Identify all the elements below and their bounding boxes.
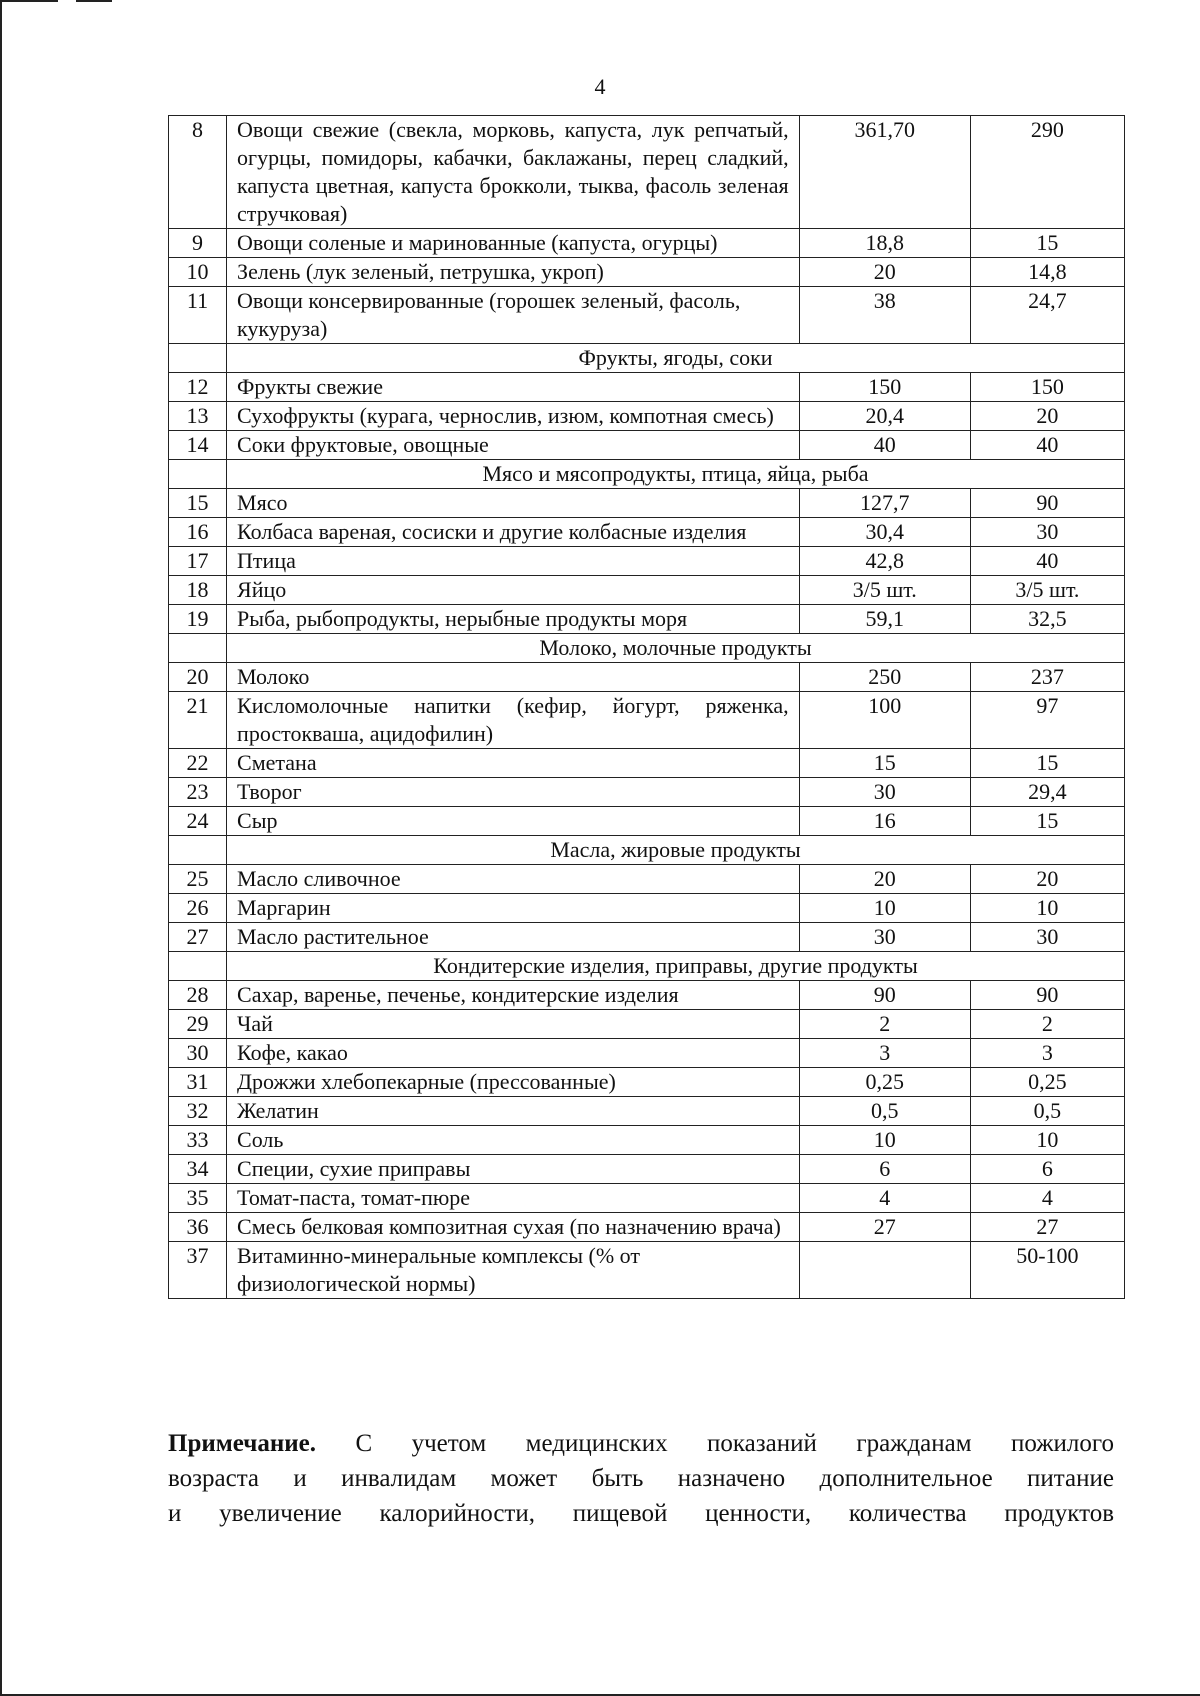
table-row (169, 894, 1125, 923)
table-row (169, 1126, 1125, 1155)
norm-value-1-cell: 10 (799, 1126, 970, 1155)
norm-value-1-cell: 0,25 (799, 1068, 970, 1097)
norm-value-1-cell: 38 (799, 287, 970, 344)
row-number-cell: 21 (169, 692, 227, 749)
norm-value-2-cell: 30 (970, 518, 1124, 547)
section-title: Молоко, молочные продукты (227, 634, 1125, 663)
norm-value-2-cell: 40 (970, 547, 1124, 576)
norm-value-1-cell: 3 (799, 1039, 970, 1068)
section-number-cell (169, 952, 227, 981)
norm-value-2-cell: 0,5 (970, 1097, 1124, 1126)
norm-value-2-cell: 4 (970, 1184, 1124, 1213)
row-number-cell: 36 (169, 1213, 227, 1242)
table-row (169, 692, 1125, 749)
norm-value-2-cell: 3/5 шт. (970, 576, 1124, 605)
product-name-cell: Сахар, варенье, печенье, кондитерские изделия (227, 981, 800, 1010)
section-title: Фрукты, ягоды, соки (227, 344, 1125, 373)
row-number-cell: 10 (169, 258, 227, 287)
product-name-cell: Фрукты свежие (227, 373, 800, 402)
section-header-row (169, 634, 1125, 663)
norm-value-1-cell: 15 (799, 749, 970, 778)
product-name-cell: Мясо (227, 489, 800, 518)
table-row (169, 605, 1125, 634)
norm-value-1-cell: 4 (799, 1184, 970, 1213)
table-body (169, 116, 1125, 1299)
product-name-cell: Соки фруктовые, овощные (227, 431, 800, 460)
table-row (169, 1213, 1125, 1242)
section-header-row (169, 344, 1125, 373)
product-name-cell: Специи, сухие приправы (227, 1155, 800, 1184)
norm-value-1-cell: 3/5 шт. (799, 576, 970, 605)
table-row (169, 749, 1125, 778)
norm-value-2-cell: 90 (970, 981, 1124, 1010)
table-row (169, 1097, 1125, 1126)
table-row (169, 287, 1125, 344)
product-name-cell: Рыба, рыбопродукты, нерыбные продукты моря (227, 605, 800, 634)
note-text: С учетом медицинских показаний гражданам пожилого (355, 1430, 1115, 1457)
norm-value-1-cell (799, 1242, 970, 1299)
row-number-cell: 25 (169, 865, 227, 894)
row-number-cell: 14 (169, 431, 227, 460)
row-number-cell: 16 (169, 518, 227, 547)
norm-value-1-cell: 100 (799, 692, 970, 749)
product-name-cell: Овощи свежие (свекла, морковь, капуста, лук репчатый, огурцы, помидоры, кабачки, баклажаны, перец сладкий, капуста цветная, капуста брокколи, тыква, фасоль зеленая стручковая) (227, 116, 800, 229)
product-name-cell: Творог (227, 778, 800, 807)
norm-value-2-cell: 30 (970, 923, 1124, 952)
norm-value-1-cell: 2 (799, 1010, 970, 1039)
table-row (169, 865, 1125, 894)
row-number-cell: 19 (169, 605, 227, 634)
table-row (169, 373, 1125, 402)
norm-value-1-cell: 18,8 (799, 229, 970, 258)
norm-value-2-cell: 20 (970, 865, 1124, 894)
norm-value-2-cell: 14,8 (970, 258, 1124, 287)
section-header-row (169, 836, 1125, 865)
table-row (169, 229, 1125, 258)
row-number-cell: 37 (169, 1242, 227, 1299)
table-row (169, 402, 1125, 431)
norm-value-2-cell: 20 (970, 402, 1124, 431)
product-name-cell: Овощи консервированные (горошек зеленый, фасоль, кукуруза) (227, 287, 800, 344)
table-row (169, 1068, 1125, 1097)
norm-value-1-cell: 250 (799, 663, 970, 692)
section-number-cell (169, 836, 227, 865)
norm-value-2-cell: 10 (970, 1126, 1124, 1155)
section-title: Мясо и мясопродукты, птица, яйца, рыба (227, 460, 1125, 489)
product-name-cell: Молоко (227, 663, 800, 692)
norm-value-2-cell: 29,4 (970, 778, 1124, 807)
row-number-cell: 23 (169, 778, 227, 807)
row-number-cell: 13 (169, 402, 227, 431)
row-number-cell: 11 (169, 287, 227, 344)
row-number-cell: 20 (169, 663, 227, 692)
norm-value-1-cell: 16 (799, 807, 970, 836)
table-row (169, 116, 1125, 229)
section-header-row (169, 460, 1125, 489)
product-name-cell: Яйцо (227, 576, 800, 605)
table-row (169, 258, 1125, 287)
product-name-cell: Витаминно-минеральные комплексы (% от физиологической нормы) (227, 1242, 800, 1299)
note-line: и увеличение калорийности, пищевой ценности, количества продуктов (168, 1500, 1114, 1527)
norm-value-1-cell: 20 (799, 258, 970, 287)
section-title: Кондитерские изделия, приправы, другие продукты (227, 952, 1125, 981)
product-name-cell: Дрожжи хлебопекарные (прессованные) (227, 1068, 800, 1097)
row-number-cell: 15 (169, 489, 227, 518)
product-name-cell: Овощи соленые и маринованные (капуста, огурцы) (227, 229, 800, 258)
norm-value-1-cell: 40 (799, 431, 970, 460)
row-number-cell: 28 (169, 981, 227, 1010)
section-header-row (169, 952, 1125, 981)
section-number-cell (169, 344, 227, 373)
row-number-cell: 30 (169, 1039, 227, 1068)
product-name-cell: Чай (227, 1010, 800, 1039)
norm-value-2-cell: 237 (970, 663, 1124, 692)
row-number-cell: 17 (169, 547, 227, 576)
scan-mark-top (0, 0, 58, 2)
product-name-cell: Зелень (лук зеленый, петрушка, укроп) (227, 258, 800, 287)
row-number-cell: 24 (169, 807, 227, 836)
norm-value-2-cell: 6 (970, 1155, 1124, 1184)
norm-value-2-cell: 97 (970, 692, 1124, 749)
product-name-cell: Сметана (227, 749, 800, 778)
norm-value-1-cell: 59,1 (799, 605, 970, 634)
product-name-cell: Желатин (227, 1097, 800, 1126)
table-row (169, 1242, 1125, 1299)
norm-value-1-cell: 30,4 (799, 518, 970, 547)
product-name-cell: Смесь белковая композитная сухая (по назначению врача) (227, 1213, 800, 1242)
row-number-cell: 32 (169, 1097, 227, 1126)
norm-value-1-cell: 30 (799, 923, 970, 952)
page-number: 4 (594, 74, 606, 99)
norm-value-1-cell: 20 (799, 865, 970, 894)
product-name-cell: Масло сливочное (227, 865, 800, 894)
table-row (169, 1155, 1125, 1184)
product-name-cell: Кофе, какао (227, 1039, 800, 1068)
norm-value-1-cell: 150 (799, 373, 970, 402)
note-label: Примечание. (168, 1430, 317, 1457)
product-name-cell: Соль (227, 1126, 800, 1155)
row-number-cell: 27 (169, 923, 227, 952)
norm-value-2-cell: 15 (970, 807, 1124, 836)
row-number-cell: 31 (169, 1068, 227, 1097)
table-row (169, 663, 1125, 692)
norm-value-1-cell: 20,4 (799, 402, 970, 431)
norm-value-2-cell: 27 (970, 1213, 1124, 1242)
scan-border-left (0, 0, 2, 1696)
note-line (168, 1426, 1114, 1461)
row-number-cell: 22 (169, 749, 227, 778)
row-number-cell: 29 (169, 1010, 227, 1039)
norm-value-2-cell: 10 (970, 894, 1124, 923)
norm-value-1-cell: 10 (799, 894, 970, 923)
row-number-cell: 26 (169, 894, 227, 923)
table-row (169, 1010, 1125, 1039)
norm-value-1-cell: 0,5 (799, 1097, 970, 1126)
row-number-cell: 18 (169, 576, 227, 605)
product-name-cell: Колбаса вареная, сосиски и другие колбасные изделия (227, 518, 800, 547)
norm-value-1-cell: 361,70 (799, 116, 970, 229)
norm-value-2-cell: 0,25 (970, 1068, 1124, 1097)
norm-value-2-cell: 3 (970, 1039, 1124, 1068)
row-number-cell: 35 (169, 1184, 227, 1213)
table-row (169, 807, 1125, 836)
table-row (169, 547, 1125, 576)
product-name-cell: Кисломолочные напитки (кефир, йогурт, ряженка, простокваша, ацидофилин) (227, 692, 800, 749)
norm-value-2-cell: 90 (970, 489, 1124, 518)
table-row (169, 1184, 1125, 1213)
row-number-cell: 8 (169, 116, 227, 229)
product-name-cell: Сухофрукты (курага, чернослив, изюм, компотная смесь) (227, 402, 800, 431)
table-row (169, 489, 1125, 518)
scan-mark-top (76, 0, 112, 2)
product-name-cell: Маргарин (227, 894, 800, 923)
norm-value-2-cell: 40 (970, 431, 1124, 460)
table-row (169, 981, 1125, 1010)
norm-value-2-cell: 32,5 (970, 605, 1124, 634)
table-row (169, 778, 1125, 807)
row-number-cell: 12 (169, 373, 227, 402)
norm-value-1-cell: 42,8 (799, 547, 970, 576)
norm-value-2-cell: 15 (970, 749, 1124, 778)
food-norms-table (168, 115, 1125, 1299)
norm-value-2-cell: 2 (970, 1010, 1124, 1039)
product-name-cell: Томат-паста, томат-пюре (227, 1184, 800, 1213)
norm-value-1-cell: 30 (799, 778, 970, 807)
product-name-cell: Сыр (227, 807, 800, 836)
section-number-cell (169, 634, 227, 663)
product-name-cell: Птица (227, 547, 800, 576)
table-row (169, 431, 1125, 460)
note-line: возраста и инвалидам может быть назначено дополнительное питание (168, 1465, 1114, 1492)
norm-value-2-cell: 150 (970, 373, 1124, 402)
norm-value-2-cell: 290 (970, 116, 1124, 229)
norm-value-1-cell: 90 (799, 981, 970, 1010)
section-title: Масла, жировые продукты (227, 836, 1125, 865)
note-paragraph (168, 1426, 1114, 1531)
row-number-cell: 9 (169, 229, 227, 258)
row-number-cell: 34 (169, 1155, 227, 1184)
norm-value-1-cell: 27 (799, 1213, 970, 1242)
section-number-cell (169, 460, 227, 489)
norm-value-2-cell: 15 (970, 229, 1124, 258)
table-row (169, 923, 1125, 952)
table-row (169, 1039, 1125, 1068)
norm-value-2-cell: 50-100 (970, 1242, 1124, 1299)
table-row (169, 576, 1125, 605)
table-row (169, 518, 1125, 547)
norm-value-2-cell: 24,7 (970, 287, 1124, 344)
norm-value-1-cell: 127,7 (799, 489, 970, 518)
product-name-cell: Масло растительное (227, 923, 800, 952)
norm-value-1-cell: 6 (799, 1155, 970, 1184)
row-number-cell: 33 (169, 1126, 227, 1155)
